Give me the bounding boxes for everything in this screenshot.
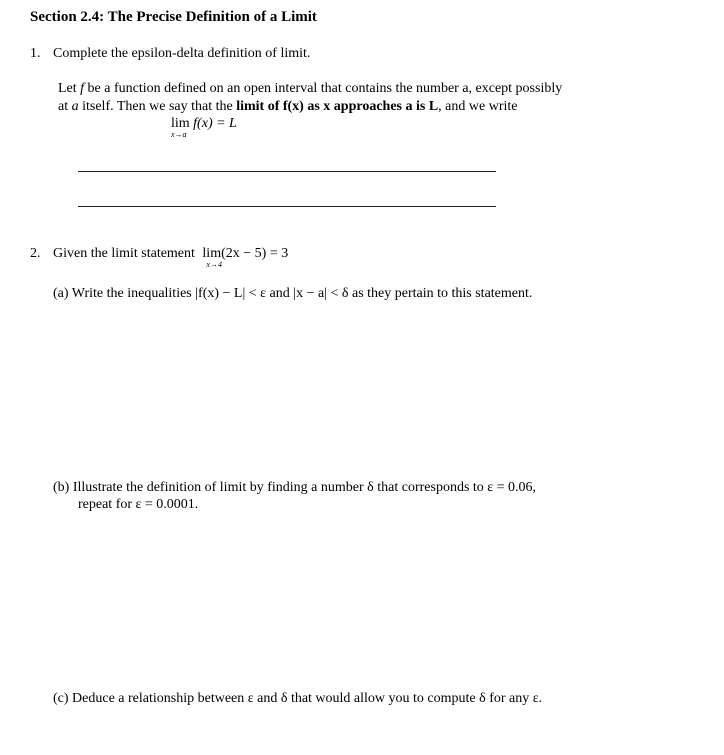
lim-operator: lim [171,116,190,131]
question-2-prompt: Given the limit statement [53,246,199,261]
question-2-statement [53,246,289,269]
definition-text: Let [58,81,81,96]
part-a [53,286,532,302]
part-b [53,480,536,496]
definition-text: be a function defined on an open interval that contains the number a, except possibly [84,81,563,96]
section-title: Section 2.4: The Precise Definition of a Limit [30,9,317,25]
question-1-prompt: Complete the epsilon-delta definition of limit. [53,46,311,61]
definition-text: , and we write [438,99,518,114]
question-1-number: 1. [30,46,41,61]
answer-line[interactable] [78,171,496,172]
lim-operator: lim [202,246,222,261]
limit-formula [171,116,237,139]
part-b-label: (b) [53,480,70,495]
lim-subscript: x→a [171,130,187,139]
answer-line[interactable] [78,206,496,207]
lim-subscript: x→4 [206,260,222,269]
limit-expression: f(x) = L [189,116,237,131]
var-a: a [71,99,79,114]
part-a-text: Write the inequalities |f(x) − L| < ε and |x − a| < δ as they pertain to this statement. [71,286,533,301]
definition-bold-phrase: limit of f(x) as x approaches a is L [236,99,439,114]
part-b-continuation: repeat for ε = 0.0001. [78,497,199,512]
part-a-label: (a) [53,286,69,301]
definition-text: at [58,99,72,114]
part-b-text: Illustrate the definition of limit by finding a number δ that corresponds to ε = 0.06, [72,480,537,495]
part-c [53,691,542,707]
part-c-label: (c) [53,691,69,706]
definition-line-1 [58,81,562,97]
question-2-number: 2. [30,246,41,261]
definition-line-2 [58,99,517,115]
definition-text: itself. Then we say that the [78,99,237,114]
limit-expression: (2x − 5) = 3 [221,246,289,261]
var-f: f [80,81,85,96]
part-c-text: Deduce a relationship between ε and δ that would allow you to compute δ for any ε. [72,691,543,706]
